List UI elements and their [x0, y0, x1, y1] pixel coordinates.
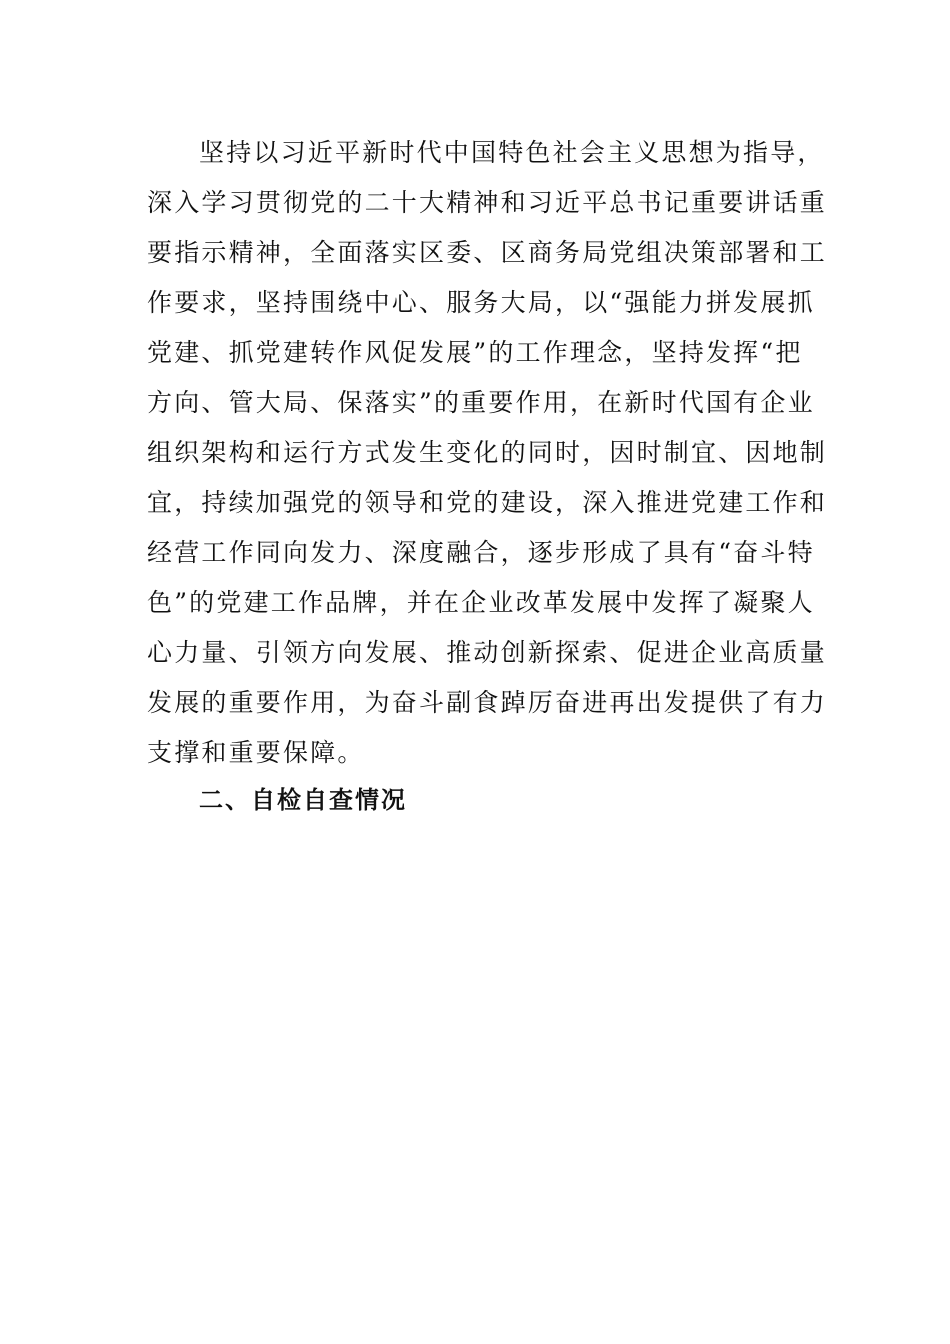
- paragraph-line: 支撑和重要保障。: [147, 738, 365, 767]
- paragraph-line: 宜，持续加强党的领导和党的建设，深入推进党建工作和: [147, 488, 828, 517]
- section-heading: 二、自检自查情况: [199, 786, 407, 814]
- paragraph-line: 作要求，坚持围绕中心、服务大局，以“强能力拼发展抓: [147, 288, 815, 317]
- paragraph-line: 色”的党建工作品牌，并在企业改革发展中发挥了凝聚人: [147, 588, 815, 617]
- paragraph-line: 要指示精神，全面落实区委、区商务局党组决策部署和工: [147, 238, 828, 267]
- paragraph-line: 发展的重要作用，为奋斗副食踔厉奋进再出发提供了有力: [147, 688, 828, 717]
- paragraph-line: 坚持以习近平新时代中国特色社会主义思想为指导，: [199, 138, 825, 167]
- paragraph-line: 深入学习贯彻党的二十大精神和习近平总书记重要讲话重: [147, 188, 828, 217]
- paragraph-line: 经营工作同向发力、深度融合，逐步形成了具有“奋斗特: [147, 538, 815, 567]
- paragraph-line: 党建、抓党建转作风促发展”的工作理念，坚持发挥“把: [147, 338, 803, 367]
- paragraph-line: 方向、管大局、保落实”的重要作用，在新时代国有企业: [147, 388, 815, 417]
- paragraph-line: 心力量、引领方向发展、推动创新探索、促进企业高质量: [147, 638, 828, 667]
- body-paragraph: [147, 128, 828, 778]
- paragraph-line: 组织架构和运行方式发生变化的同时，因时制宜、因地制: [147, 438, 828, 467]
